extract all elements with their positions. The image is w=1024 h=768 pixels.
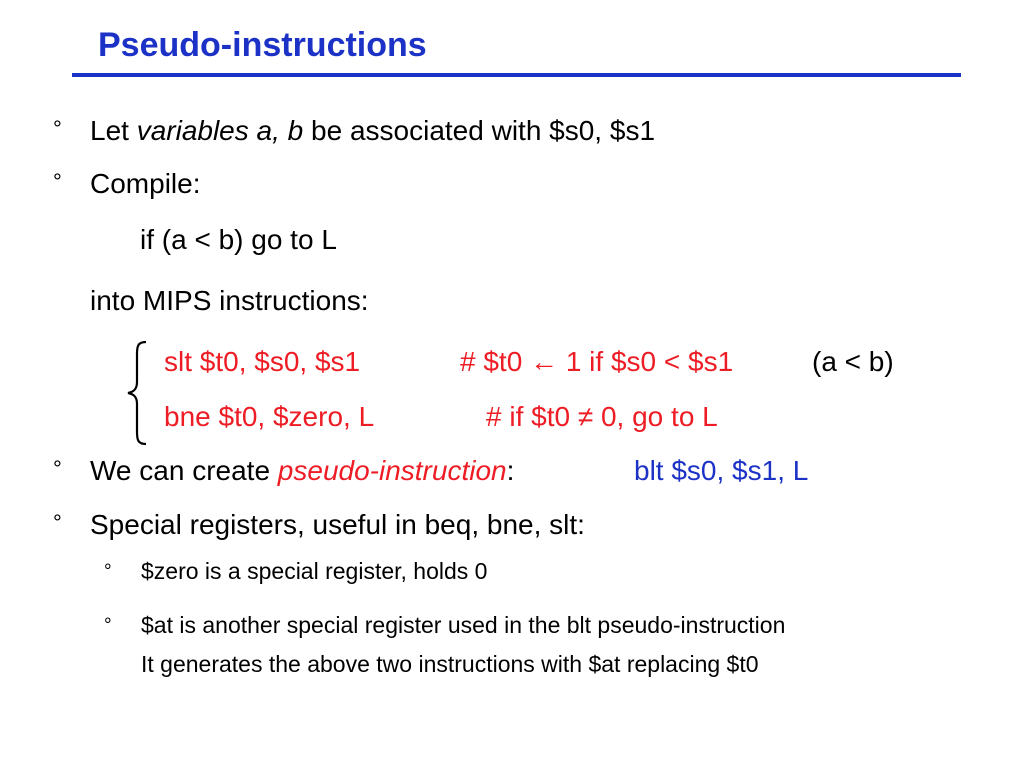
bullet-marker: ° xyxy=(53,116,62,141)
sub-bullet-marker: ° xyxy=(104,615,112,636)
title-underline xyxy=(72,73,961,77)
code-slt-instruction: slt $t0, $s0, $s1 xyxy=(164,346,361,377)
bullet-pseudo-instruction xyxy=(90,455,514,487)
sub-bullet-marker: ° xyxy=(104,561,112,582)
slide-title: Pseudo-instructions xyxy=(98,26,427,64)
bullet-variables-italic: variables a, b xyxy=(136,115,304,146)
into-mips-text: into MIPS instructions: xyxy=(90,285,369,316)
bullet-variables-pre: Let xyxy=(90,115,137,146)
code-slt-note: (a < b) xyxy=(812,346,894,377)
bullet-marker: ° xyxy=(53,510,62,535)
bullet-variables-post: be associated with $s0, $s1 xyxy=(303,115,656,146)
bullet-special-registers: Special registers, useful in beq, bne, slt: xyxy=(90,509,585,540)
code-slt-comment: # $t0 ← 1 if $s0 < $s1 xyxy=(460,346,734,377)
sub-bullet-at-continuation: It generates the above two instructions with $at replacing $t0 xyxy=(141,651,759,677)
curly-brace-icon xyxy=(126,340,150,446)
source-statement: if (a < b) go to L xyxy=(140,224,337,255)
sub-bullet-at: $at is another special register used in the blt pseudo-instruction xyxy=(141,612,786,638)
bullet-marker: ° xyxy=(53,169,62,194)
bullet-pseudo-italic: pseudo-instruction xyxy=(277,455,507,486)
bullet-marker: ° xyxy=(53,456,62,481)
sub-bullet-zero: $zero is a special register, holds 0 xyxy=(141,558,488,584)
bullet-pseudo-pre: We can create xyxy=(90,455,278,486)
bullet-pseudo-colon: : xyxy=(506,455,515,486)
code-bne-comment: # if $t0 ≠ 0, go to L xyxy=(486,401,718,432)
pseudo-blt-code: blt $s0, $s1, L xyxy=(634,455,809,486)
bullet-variables xyxy=(90,115,655,147)
code-bne-instruction: bne $t0, $zero, L xyxy=(164,401,375,432)
bullet-compile: Compile: xyxy=(90,168,201,199)
